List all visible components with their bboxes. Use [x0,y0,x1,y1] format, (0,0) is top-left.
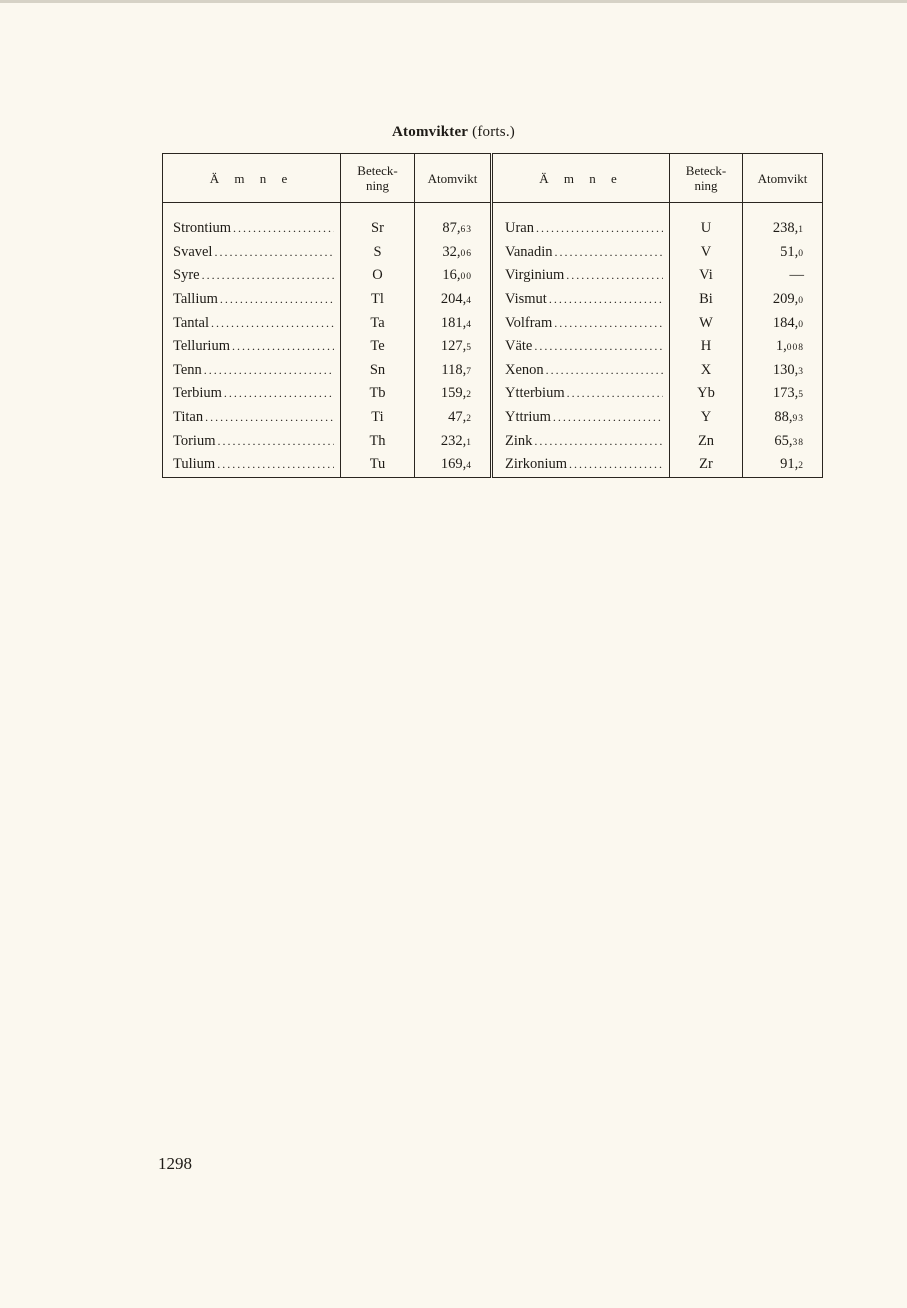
element-name-left: Svavel ..... [163,241,341,265]
table-row [163,359,823,383]
title-main: Atomvikter [392,124,469,140]
element-name-right: Yttrium ..... [492,406,670,430]
leader-dots [220,292,334,307]
table-body [163,203,823,478]
element-symbol-right: Zn [670,429,743,453]
leader-dots [217,434,334,449]
atomic-weight-right: 51,0 [743,241,823,265]
element-symbol-left: Sr [341,217,415,241]
element-symbol-left: S [341,241,415,265]
header-name-right: Ä m n e [492,154,670,203]
leader-dots [233,221,334,236]
leader-dots [566,268,663,283]
element-symbol-right: X [670,359,743,383]
atomic-weight-left: 16,00 [415,264,492,288]
leader-dots [211,316,334,331]
table-row [163,241,823,265]
element-symbol-left: Ta [341,311,415,335]
table-row [163,288,823,312]
title-suffix: (forts.) [472,124,515,140]
table-row [163,264,823,288]
atomic-weight-right: 209,0 [743,288,823,312]
atomic-weight-right: 65,38 [743,429,823,453]
element-name-right: Zink ..... [492,429,670,453]
atomic-weight-right: 88,93 [743,406,823,430]
table-row [163,429,823,453]
element-symbol-left: Th [341,429,415,453]
atomic-weight-right: 238,1 [743,217,823,241]
leader-dots [555,245,663,260]
leader-dots [536,221,663,236]
element-name-left: Tulium ..... [163,453,341,477]
page-title [0,124,907,141]
leader-dots [567,386,663,401]
leader-dots [549,292,663,307]
element-name-left: Tenn ..... [163,359,341,383]
leader-dots [534,339,663,354]
element-name-right: Uran ..... [492,217,670,241]
atomic-weights-table [162,153,823,478]
leader-dots [217,457,334,472]
element-name-left: Strontium ..... [163,217,341,241]
atomic-weight-left: 87,63 [415,217,492,241]
element-name-left: Terbium ..... [163,382,341,406]
element-symbol-right: H [670,335,743,359]
atomic-weight-left: 169,4 [415,453,492,477]
element-name-right: Volfram ..... [492,311,670,335]
element-symbol-right: W [670,311,743,335]
table-spacer-row [163,203,823,218]
atomic-weight-right: 173,5 [743,382,823,406]
page-top-edge [0,0,907,3]
atomic-weight-left: 118,7 [415,359,492,383]
header-symbol-left: Beteck- ning [341,154,415,203]
header-weight-left: Atomvikt [415,154,492,203]
atomic-weight-left: 232,1 [415,429,492,453]
element-symbol-left: Tb [341,382,415,406]
atomic-weight-left: 181,4 [415,311,492,335]
element-symbol-right: Y [670,406,743,430]
table-header-row [163,154,823,203]
element-name-left: Titan ..... [163,406,341,430]
leader-dots [534,434,663,449]
element-symbol-right: Zr [670,453,743,477]
atomic-weight-right: 1,008 [743,335,823,359]
leader-dots [232,339,334,354]
table-row [163,406,823,430]
element-symbol-right: Yb [670,382,743,406]
element-name-right: Xenon ..... [492,359,670,383]
leader-dots [224,386,334,401]
atomic-weight-right: 184,0 [743,311,823,335]
leader-dots [569,457,663,472]
element-name-left: Torium ..... [163,429,341,453]
element-symbol-right: U [670,217,743,241]
element-symbol-left: Tl [341,288,415,312]
element-symbol-left: Tu [341,453,415,477]
leader-dots [204,363,334,378]
leader-dots [553,410,663,425]
element-symbol-left: Sn [341,359,415,383]
table-row [163,217,823,241]
leader-dots [546,363,663,378]
element-symbol-right: Bi [670,288,743,312]
atomic-weight-left: 159,2 [415,382,492,406]
element-name-right: Virginium ..... [492,264,670,288]
element-name-right: Vismut ..... [492,288,670,312]
leader-dots [554,316,663,331]
element-name-left: Tellurium ..... [163,335,341,359]
element-name-right: Ytterbium ..... [492,382,670,406]
atomic-weight-right: 91,2 [743,453,823,477]
atomic-weight-left: 47,2 [415,406,492,430]
element-name-right: Zirkonium ..... [492,453,670,477]
leader-dots [205,410,334,425]
header-name-left: Ä m n e [163,154,341,203]
atomic-weight-right: — [743,264,823,288]
atomic-weights-table-wrapper [162,153,822,478]
element-name-left: Syre ..... [163,264,341,288]
leader-dots [214,245,334,260]
atomic-weight-left: 127,5 [415,335,492,359]
page-number: 1298 [158,1154,192,1173]
element-symbol-left: O [341,264,415,288]
element-symbol-left: Ti [341,406,415,430]
element-name-right: Väte ..... [492,335,670,359]
element-name-left: Tallium ..... [163,288,341,312]
element-symbol-right: V [670,241,743,265]
table-row [163,311,823,335]
atomic-weight-left: 32,06 [415,241,492,265]
atomic-weight-right: 130,3 [743,359,823,383]
element-symbol-left: Te [341,335,415,359]
table-row [163,335,823,359]
element-name-right: Vanadin ..... [492,241,670,265]
atomic-weight-left: 204,4 [415,288,492,312]
table-row [163,382,823,406]
element-name-left: Tantal ..... [163,311,341,335]
header-weight-right: Atomvikt [743,154,823,203]
element-symbol-right: Vi [670,264,743,288]
header-symbol-right: Beteck- ning [670,154,743,203]
leader-dots [202,268,334,283]
table-row [163,453,823,477]
